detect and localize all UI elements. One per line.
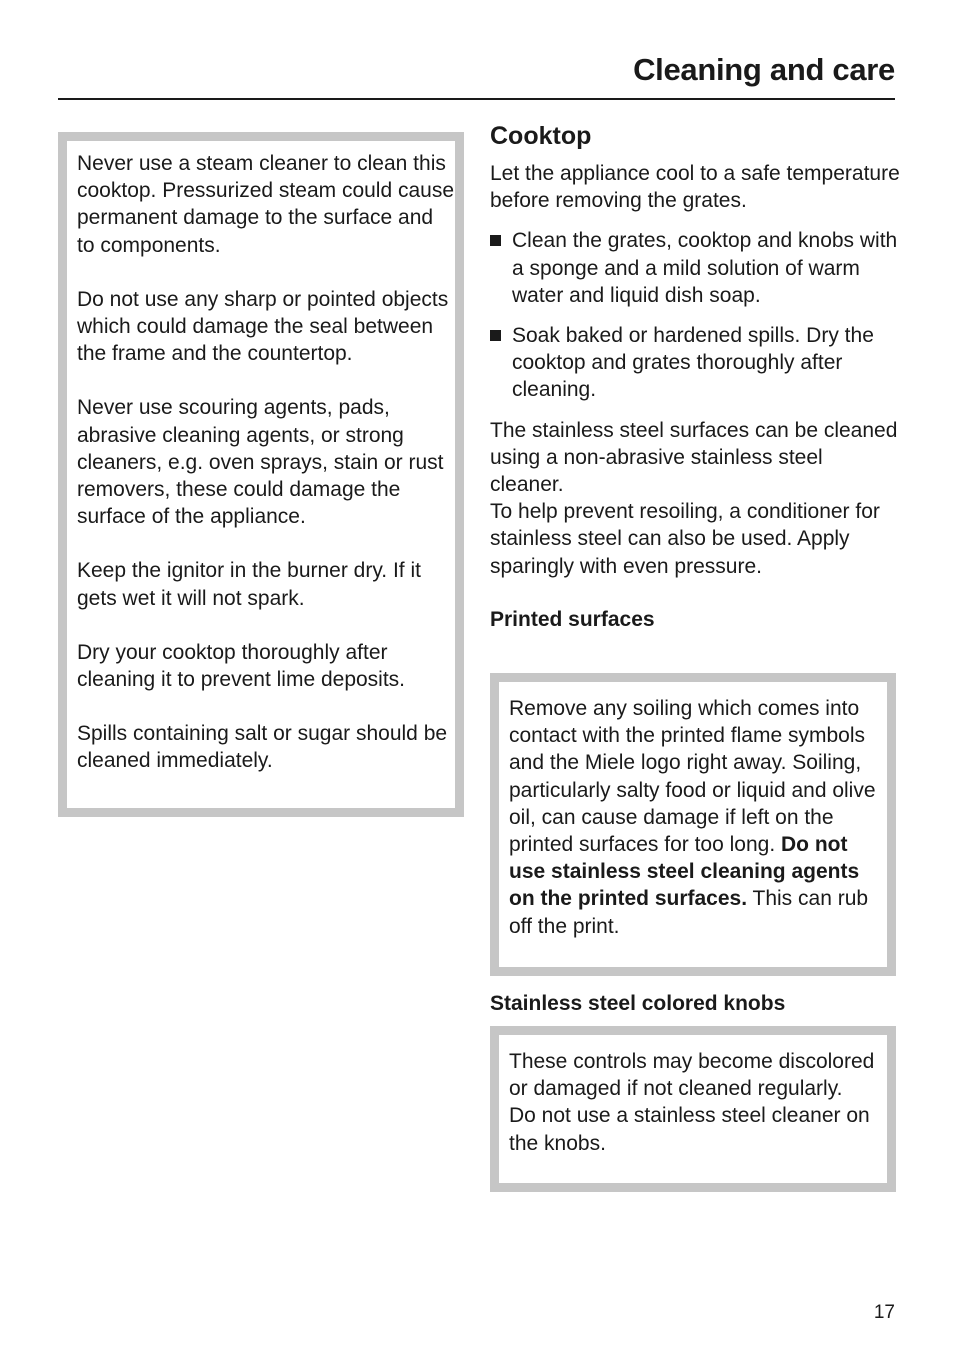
title-divider <box>58 98 895 100</box>
printed-surfaces-text <box>509 695 881 940</box>
knobs-warning-box <box>490 1026 896 1192</box>
printed-surfaces-text-end: This can rub off the print. <box>509 887 869 938</box>
conditioner-paragraph: To help prevent resoiling, a conditioner for stainless steel can also be used. Apply sparingly with even pressure. <box>490 500 880 578</box>
page-number: 17 <box>873 1302 895 1323</box>
knobs-heading: Stainless steel colored knobs <box>490 992 786 1015</box>
page-title: Cleaning and care <box>633 52 895 87</box>
list-item <box>490 322 900 404</box>
cooktop-heading: Cooktop <box>490 122 592 150</box>
bullet-text: Soak baked or hardened spills. Dry the cooktop and grates thoroughly after cleaning. <box>512 324 874 402</box>
cooktop-intro: Let the appliance cool to a safe temperature before removing the grates. <box>490 162 900 213</box>
warning-paragraph: Never use scouring agents, pads, abrasive cleaning agents, or strong cleaners, e.g. oven sprays, stain or rust removers, these could damage the surface of the appliance. <box>77 396 444 529</box>
printed-surfaces-text-start: Remove any soiling which comes into contact with the printed flame symbols and the Miele logo right away. Soiling, particularly salty food or liquid and olive oil, can cause damage if left on the printed surfaces for too long. <box>509 697 876 857</box>
printed-surfaces-warning-box <box>490 673 896 976</box>
warning-paragraph: Dry your cooktop thoroughly after cleaning it to prevent lime deposits. <box>77 640 406 692</box>
warning-paragraph: Spills containing salt or sugar should be cleaned immediately. <box>77 722 448 773</box>
safety-warning-box <box>58 132 464 817</box>
knobs-text-2: Do not use a stainless steel cleaner on the knobs. <box>509 1104 870 1155</box>
warning-paragraph: Keep the ignitor in the burner dry. If it gets wet it will not spark. <box>77 559 421 610</box>
printed-surfaces-heading: Printed surfaces <box>490 607 655 631</box>
list-item <box>490 227 900 309</box>
square-bullet-icon <box>490 235 501 246</box>
warning-paragraph: Never use a steam cleaner to clean this cooktop. Pressurized steam could cause permanent damage to the surface and to components. <box>77 152 455 257</box>
printed-surfaces-bold-warning: Do not use stainless steel cleaning agents on the printed surfaces. <box>509 833 860 911</box>
stainless-paragraph: The stainless steel surfaces can be cleaned using a non-abrasive stainless steel cleaner. <box>490 418 898 497</box>
knobs-text-1: These controls may become discolored or damaged if not cleaned regularly. <box>509 1050 875 1101</box>
bullet-text: Clean the grates, cooktop and knobs with a sponge and a mild solution of warm water and liquid dish soap. <box>512 229 898 307</box>
cooktop-bullet-list <box>490 227 900 403</box>
square-bullet-icon <box>490 330 501 341</box>
cooktop-section <box>490 118 900 633</box>
warning-paragraph: Do not use any sharp or pointed objects which could damage the seal between the frame and the countertop. <box>77 287 449 366</box>
